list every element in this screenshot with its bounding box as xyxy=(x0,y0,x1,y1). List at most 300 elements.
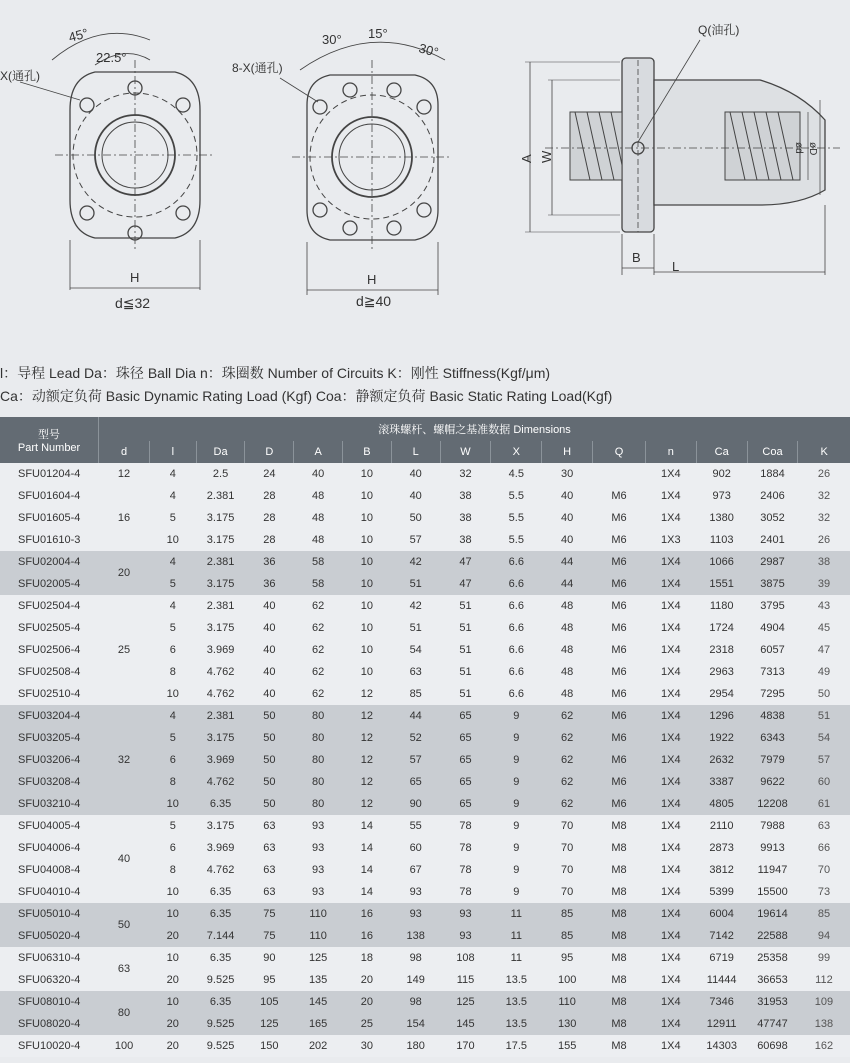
cell-ca: 2873 xyxy=(696,837,747,859)
cell-ca: 973 xyxy=(696,485,747,507)
cell-l: 42 xyxy=(391,551,440,573)
legend-line-1: l：导程 Lead Da：珠径 Ball Dia n：珠圈数 Number of Circuits K：刚性 Stiffness(Kgf/μm) xyxy=(0,365,551,381)
cell-l: 6 xyxy=(149,837,196,859)
cell-b: 18 xyxy=(343,947,392,969)
side-dim-w: W xyxy=(539,150,554,163)
cell-part-number: SFU03204-4 xyxy=(0,705,99,727)
middle-angle-30-right: 30° xyxy=(417,40,441,60)
cell-d: 100 xyxy=(99,1035,150,1057)
cell-n: 1X4 xyxy=(645,463,696,485)
cell-part-number: SFU04010-4 xyxy=(0,881,99,903)
cell-b: 12 xyxy=(343,705,392,727)
cell-b: 12 xyxy=(343,683,392,705)
cell-coa: 19614 xyxy=(747,903,798,925)
cell-q: M6 xyxy=(593,639,646,661)
cell-a: 48 xyxy=(294,485,343,507)
cell-h: 85 xyxy=(542,925,593,947)
cell-da: 2.381 xyxy=(196,485,245,507)
cell-k: 38 xyxy=(798,551,850,573)
cell-l: 5 xyxy=(149,573,196,595)
cell-w: 125 xyxy=(440,991,491,1013)
column-header-n: n xyxy=(645,441,696,463)
side-view-drawing xyxy=(525,40,840,275)
cell-l: 154 xyxy=(391,1013,440,1035)
cell-h: 70 xyxy=(542,815,593,837)
cell-x: 13.5 xyxy=(491,969,542,991)
cell-coa: 36653 xyxy=(747,969,798,991)
cell-x: 6.6 xyxy=(491,595,542,617)
cell-d: 63 xyxy=(245,881,294,903)
cell-l: 65 xyxy=(391,771,440,793)
cell-k: 60 xyxy=(798,771,850,793)
cell-d: 28 xyxy=(245,507,294,529)
cell-a: 202 xyxy=(294,1035,343,1057)
cell-h: 48 xyxy=(542,595,593,617)
left-angle-45: 45° xyxy=(66,25,90,45)
cell-n: 1X4 xyxy=(645,793,696,815)
cell-l: 67 xyxy=(391,859,440,881)
cell-l: 60 xyxy=(391,837,440,859)
part-number-header xyxy=(0,417,99,463)
cell-a: 62 xyxy=(294,661,343,683)
cell-da: 3.175 xyxy=(196,507,245,529)
cell-n: 1X4 xyxy=(645,727,696,749)
cell-d: 63 xyxy=(99,947,150,991)
cell-l: 138 xyxy=(391,925,440,947)
cell-a: 93 xyxy=(294,859,343,881)
cell-coa: 4904 xyxy=(747,617,798,639)
cell-k: 51 xyxy=(798,705,850,727)
cell-da: 2.381 xyxy=(196,595,245,617)
cell-d: 20 xyxy=(99,551,150,595)
column-header-da: Da xyxy=(196,441,245,463)
cell-x: 6.6 xyxy=(491,661,542,683)
cell-w: 78 xyxy=(440,815,491,837)
cell-a: 58 xyxy=(294,573,343,595)
table-row xyxy=(0,551,850,573)
cell-part-number: SFU08020-4 xyxy=(0,1013,99,1035)
cell-l: 6 xyxy=(149,749,196,771)
cell-b: 10 xyxy=(343,639,392,661)
legend-line-2: Ca：动额定负荷 Basic Dynamic Rating Load (Kgf) Coa：静额定负荷 Basic Static Rating Load(Kgf) xyxy=(0,388,613,404)
cell-n: 1X4 xyxy=(645,485,696,507)
cell-x: 9 xyxy=(491,793,542,815)
cell-a: 48 xyxy=(294,507,343,529)
cell-l: 5 xyxy=(149,507,196,529)
cell-l: 51 xyxy=(391,617,440,639)
cell-k: 63 xyxy=(798,815,850,837)
cell-d: 36 xyxy=(245,551,294,573)
cell-l: 54 xyxy=(391,639,440,661)
cell-q: M8 xyxy=(593,837,646,859)
cell-x: 9 xyxy=(491,881,542,903)
cell-b: 16 xyxy=(343,903,392,925)
cell-coa: 12208 xyxy=(747,793,798,815)
cell-ca: 902 xyxy=(696,463,747,485)
side-dim-b: B xyxy=(632,250,641,265)
cell-a: 58 xyxy=(294,551,343,573)
cell-q: M6 xyxy=(593,793,646,815)
cell-part-number: SFU01610-3 xyxy=(0,529,99,551)
cell-k: 47 xyxy=(798,639,850,661)
cell-w: 38 xyxy=(440,529,491,551)
cell-d: 105 xyxy=(245,991,294,1013)
cell-part-number: SFU02505-4 xyxy=(0,617,99,639)
table-row xyxy=(0,991,850,1013)
cell-h: 44 xyxy=(542,573,593,595)
left-dim-h: H xyxy=(130,270,140,285)
table-row xyxy=(0,595,850,617)
middle-dim-h: H xyxy=(367,272,377,287)
cell-da: 9.525 xyxy=(196,969,245,991)
cell-d: 40 xyxy=(245,661,294,683)
cell-n: 1X4 xyxy=(645,683,696,705)
cell-q: M6 xyxy=(593,529,646,551)
cell-n: 1X4 xyxy=(645,1013,696,1035)
cell-a: 93 xyxy=(294,881,343,903)
cell-part-number: SFU05020-4 xyxy=(0,925,99,947)
cell-q: M8 xyxy=(593,881,646,903)
cell-w: 38 xyxy=(440,507,491,529)
cell-ca: 11444 xyxy=(696,969,747,991)
cell-coa: 7979 xyxy=(747,749,798,771)
cell-q: M8 xyxy=(593,903,646,925)
cell-da: 3.175 xyxy=(196,529,245,551)
cell-da: 4.762 xyxy=(196,771,245,793)
cell-da: 6.35 xyxy=(196,903,245,925)
cell-part-number: SFU03208-4 xyxy=(0,771,99,793)
cell-x: 11 xyxy=(491,925,542,947)
cell-part-number: SFU01604-4 xyxy=(0,485,99,507)
column-header-l: l xyxy=(149,441,196,463)
cell-b: 10 xyxy=(343,485,392,507)
cell-w: 145 xyxy=(440,1013,491,1035)
cell-coa: 22588 xyxy=(747,925,798,947)
cell-ca: 1380 xyxy=(696,507,747,529)
cell-ca: 1296 xyxy=(696,705,747,727)
cell-a: 48 xyxy=(294,529,343,551)
cell-h: 70 xyxy=(542,859,593,881)
cell-a: 80 xyxy=(294,793,343,815)
cell-h: 110 xyxy=(542,991,593,1013)
cell-k: 70 xyxy=(798,859,850,881)
cell-l: 4 xyxy=(149,551,196,573)
cell-b: 14 xyxy=(343,815,392,837)
cell-l: 10 xyxy=(149,793,196,815)
cell-n: 1X3 xyxy=(645,529,696,551)
cell-l: 55 xyxy=(391,815,440,837)
column-header-b: B xyxy=(343,441,392,463)
cell-l: 51 xyxy=(391,573,440,595)
cell-part-number: SFU01605-4 xyxy=(0,507,99,529)
cell-coa: 4838 xyxy=(747,705,798,727)
cell-h: 155 xyxy=(542,1035,593,1057)
cell-da: 6.35 xyxy=(196,793,245,815)
cell-l: 85 xyxy=(391,683,440,705)
cell-h: 70 xyxy=(542,881,593,903)
cell-l: 5 xyxy=(149,815,196,837)
cell-d: 63 xyxy=(245,837,294,859)
cell-ca: 1724 xyxy=(696,617,747,639)
cell-d: 80 xyxy=(99,991,150,1035)
cell-n: 1X4 xyxy=(645,837,696,859)
cell-d: 75 xyxy=(245,925,294,947)
cell-a: 145 xyxy=(294,991,343,1013)
cell-da: 3.175 xyxy=(196,727,245,749)
cell-da: 9.525 xyxy=(196,1013,245,1035)
column-header-x: X xyxy=(491,441,542,463)
table-row xyxy=(0,485,850,507)
cell-part-number: SFU06310-4 xyxy=(0,947,99,969)
cell-ca: 6719 xyxy=(696,947,747,969)
cell-w: 38 xyxy=(440,485,491,507)
cell-w: 65 xyxy=(440,749,491,771)
table-row xyxy=(0,1035,850,1057)
cell-b: 20 xyxy=(343,991,392,1013)
cell-part-number: SFU10020-4 xyxy=(0,1035,99,1057)
cell-x: 6.6 xyxy=(491,617,542,639)
cell-n: 1X4 xyxy=(645,617,696,639)
cell-coa: 60698 xyxy=(747,1035,798,1057)
cell-l: 52 xyxy=(391,727,440,749)
cell-part-number: SFU01204-4 xyxy=(0,463,99,485)
cell-part-number: SFU04006-4 xyxy=(0,837,99,859)
cell-l: 10 xyxy=(149,991,196,1013)
cell-w: 78 xyxy=(440,859,491,881)
cell-l: 4 xyxy=(149,595,196,617)
cell-q: M6 xyxy=(593,595,646,617)
technical-drawings xyxy=(0,0,850,320)
cell-l: 8 xyxy=(149,771,196,793)
cell-n: 1X4 xyxy=(645,551,696,573)
screw-thread-left xyxy=(570,112,622,180)
cell-x: 9 xyxy=(491,727,542,749)
cell-w: 51 xyxy=(440,661,491,683)
cell-part-number: SFU03210-4 xyxy=(0,793,99,815)
cell-l: 98 xyxy=(391,947,440,969)
cell-coa: 25358 xyxy=(747,947,798,969)
cell-n: 1X4 xyxy=(645,815,696,837)
cell-b: 10 xyxy=(343,507,392,529)
cell-x: 6.6 xyxy=(491,551,542,573)
cell-ca: 1180 xyxy=(696,595,747,617)
cell-x: 13.5 xyxy=(491,991,542,1013)
cell-k: 26 xyxy=(798,463,850,485)
cell-da: 4.762 xyxy=(196,859,245,881)
cell-a: 62 xyxy=(294,683,343,705)
cell-h: 70 xyxy=(542,837,593,859)
cell-w: 108 xyxy=(440,947,491,969)
table-row xyxy=(0,463,850,485)
cell-k: 32 xyxy=(798,507,850,529)
cell-d: 28 xyxy=(245,485,294,507)
cell-b: 10 xyxy=(343,551,392,573)
cell-x: 9 xyxy=(491,749,542,771)
cell-n: 1X4 xyxy=(645,969,696,991)
cell-d: 125 xyxy=(245,1013,294,1035)
column-header-l: L xyxy=(391,441,440,463)
cell-q: M8 xyxy=(593,969,646,991)
cell-a: 93 xyxy=(294,815,343,837)
cell-b: 14 xyxy=(343,859,392,881)
cell-d: 28 xyxy=(245,529,294,551)
cell-n: 1X4 xyxy=(645,859,696,881)
cell-x: 9 xyxy=(491,705,542,727)
cell-d: 40 xyxy=(245,595,294,617)
column-header-d: D xyxy=(245,441,294,463)
cell-x: 9 xyxy=(491,837,542,859)
cell-n: 1X4 xyxy=(645,881,696,903)
cell-ca: 6004 xyxy=(696,903,747,925)
cell-k: 32 xyxy=(798,485,850,507)
cell-w: 65 xyxy=(440,705,491,727)
cell-k: 112 xyxy=(798,969,850,991)
cell-part-number: SFU05010-4 xyxy=(0,903,99,925)
cell-ca: 3812 xyxy=(696,859,747,881)
cell-w: 51 xyxy=(440,617,491,639)
cell-n: 1X4 xyxy=(645,925,696,947)
cell-l: 57 xyxy=(391,529,440,551)
cell-ca: 2963 xyxy=(696,661,747,683)
cell-h: 48 xyxy=(542,639,593,661)
cell-l: 20 xyxy=(149,925,196,947)
cell-k: 138 xyxy=(798,1013,850,1035)
part-number-header-en: Part Number xyxy=(17,442,81,454)
cell-ca: 5399 xyxy=(696,881,747,903)
cell-a: 80 xyxy=(294,771,343,793)
cell-w: 32 xyxy=(440,463,491,485)
cell-coa: 6343 xyxy=(747,727,798,749)
cell-n: 1X4 xyxy=(645,1035,696,1057)
cell-d: 75 xyxy=(245,903,294,925)
cell-k: 45 xyxy=(798,617,850,639)
cell-n: 1X4 xyxy=(645,903,696,925)
cell-h: 62 xyxy=(542,771,593,793)
column-header-d: d xyxy=(99,441,150,463)
cell-n: 1X4 xyxy=(645,639,696,661)
cell-part-number: SFU02508-4 xyxy=(0,661,99,683)
cell-l: 8 xyxy=(149,859,196,881)
cell-b: 16 xyxy=(343,925,392,947)
cell-da: 3.175 xyxy=(196,573,245,595)
cell-q: M8 xyxy=(593,815,646,837)
cell-d: 12 xyxy=(99,463,150,485)
cell-h: 48 xyxy=(542,617,593,639)
cell-part-number: SFU02504-4 xyxy=(0,595,99,617)
flange-drawing-large xyxy=(280,42,452,295)
cell-k: 54 xyxy=(798,727,850,749)
cell-a: 62 xyxy=(294,639,343,661)
cell-k: 26 xyxy=(798,529,850,551)
cell-x: 9 xyxy=(491,859,542,881)
cell-x: 5.5 xyxy=(491,485,542,507)
cell-l: 90 xyxy=(391,793,440,815)
cell-coa: 3795 xyxy=(747,595,798,617)
cell-h: 40 xyxy=(542,529,593,551)
cell-d: 50 xyxy=(245,771,294,793)
cell-b: 10 xyxy=(343,529,392,551)
cell-d: 36 xyxy=(245,573,294,595)
cell-l: 40 xyxy=(391,463,440,485)
cell-l: 40 xyxy=(391,485,440,507)
cell-q: M6 xyxy=(593,705,646,727)
cell-n: 1X4 xyxy=(645,705,696,727)
flange-drawing-small xyxy=(20,33,215,290)
cell-da: 2.381 xyxy=(196,551,245,573)
cell-h: 48 xyxy=(542,661,593,683)
cell-l: 149 xyxy=(391,969,440,991)
cell-h: 44 xyxy=(542,551,593,573)
cell-ca: 1551 xyxy=(696,573,747,595)
cell-h: 48 xyxy=(542,683,593,705)
cell-n: 1X4 xyxy=(645,507,696,529)
cell-w: 47 xyxy=(440,551,491,573)
cell-a: 135 xyxy=(294,969,343,991)
cell-part-number: SFU03206-4 xyxy=(0,749,99,771)
cell-l: 8 xyxy=(149,661,196,683)
cell-n: 1X4 xyxy=(645,991,696,1013)
cell-coa: 2406 xyxy=(747,485,798,507)
cell-part-number: SFU04008-4 xyxy=(0,859,99,881)
table-row xyxy=(0,815,850,837)
column-header-ca: Ca xyxy=(696,441,747,463)
cell-a: 110 xyxy=(294,903,343,925)
cell-n: 1X4 xyxy=(645,749,696,771)
cell-b: 10 xyxy=(343,595,392,617)
cell-q xyxy=(593,463,646,485)
cell-ca: 12911 xyxy=(696,1013,747,1035)
cell-k: 73 xyxy=(798,881,850,903)
cell-d: 50 xyxy=(99,903,150,947)
cell-n: 1X4 xyxy=(645,595,696,617)
cell-ca: 4805 xyxy=(696,793,747,815)
cell-coa: 47747 xyxy=(747,1013,798,1035)
cell-d: 24 xyxy=(245,463,294,485)
cell-da: 7.144 xyxy=(196,925,245,947)
cell-h: 30 xyxy=(542,463,593,485)
cell-w: 51 xyxy=(440,595,491,617)
cell-x: 9 xyxy=(491,771,542,793)
cell-d: 150 xyxy=(245,1035,294,1057)
cell-l: 5 xyxy=(149,617,196,639)
cell-d: 16 xyxy=(99,485,150,551)
cell-a: 62 xyxy=(294,617,343,639)
cell-q: M8 xyxy=(593,925,646,947)
cell-coa: 11947 xyxy=(747,859,798,881)
cell-ca: 1103 xyxy=(696,529,747,551)
cell-k: 49 xyxy=(798,661,850,683)
cell-a: 62 xyxy=(294,595,343,617)
cell-h: 62 xyxy=(542,793,593,815)
cell-l: 20 xyxy=(149,1035,196,1057)
cell-b: 12 xyxy=(343,771,392,793)
cell-q: M6 xyxy=(593,485,646,507)
left-angle-22-5: 22.5° xyxy=(96,50,127,65)
cell-k: 94 xyxy=(798,925,850,947)
side-dim-d-big: øD xyxy=(807,142,818,156)
cell-ca: 7346 xyxy=(696,991,747,1013)
cell-k: 50 xyxy=(798,683,850,705)
cell-h: 62 xyxy=(542,749,593,771)
dimensions-header: 滚珠螺杆、螺帽之基准数据 Dimensions xyxy=(99,417,850,441)
cell-l: 10 xyxy=(149,529,196,551)
cell-x: 6.6 xyxy=(491,573,542,595)
cell-q: M6 xyxy=(593,771,646,793)
cell-l: 20 xyxy=(149,1013,196,1035)
cell-coa: 7988 xyxy=(747,815,798,837)
side-oil-label: Q(油孔) xyxy=(698,23,740,37)
screw-thread-right xyxy=(725,112,800,180)
